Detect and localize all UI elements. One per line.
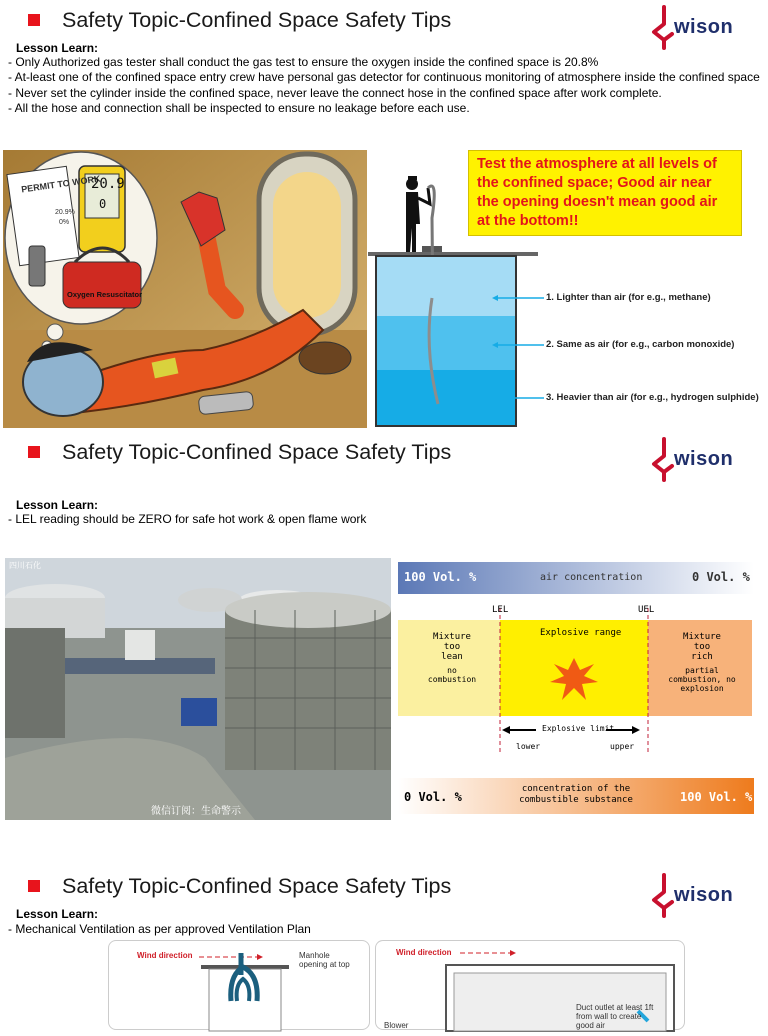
lesson-heading: Lesson Learn: <box>16 41 99 55</box>
photo-watermark-bottom: 微信订阅：生命警示 <box>151 806 241 817</box>
lesson-item: - At-least one of the confined space entry crew have personal gas detector for continuous monitoring of atmosphere inside the confined space <box>8 70 760 85</box>
lesson-item: - LEL reading should be ZERO for safe hot work & open flame work <box>8 512 367 526</box>
slide-3 <box>0 866 768 1030</box>
fuel-100-label: 100 Vol. % <box>680 790 753 804</box>
wind-direction-label: Wind direction <box>137 951 193 960</box>
slide-2 <box>0 432 768 822</box>
ventilation-diagram-duct <box>375 940 685 1030</box>
resuscitator-label: Oxygen Resuscitator <box>67 290 143 299</box>
slide-title: Safety Topic-Confined Space Safety Tips <box>62 874 452 898</box>
logo-word: wison <box>674 16 734 38</box>
manhole-label: Manhole opening at top <box>299 951 350 969</box>
atmosphere-warning-note: Test the atmosphere at all levels of the confined space; Good air near the opening doesn't mean good air at the bottom!! <box>468 150 742 236</box>
lesson-item: - Never set the cylinder inside the confined space, never leave the connect hose in the confined space after work complete. <box>8 85 662 100</box>
layer-label-1: 1. Lighter than air (for e.g., methane) <box>546 292 711 303</box>
fuel-0-label: 0 Vol. % <box>404 790 462 804</box>
too-lean-title: Mixture too lean <box>433 632 471 662</box>
slide-title: Safety Topic-Confined Space Safety Tips <box>62 8 452 32</box>
wison-logo <box>648 872 738 918</box>
permit-row: 20.9% <box>55 209 75 216</box>
title-bullet <box>28 14 40 26</box>
lower-label: lower <box>516 742 541 751</box>
wind-direction-label: Wind direction <box>396 948 452 957</box>
detector-lel-reading: 0 <box>99 197 107 211</box>
slide-1 <box>0 0 768 430</box>
too-rich-title: Mixture too rich <box>683 632 721 662</box>
storage-tank-photo <box>5 558 391 820</box>
confined-space-cartoon <box>3 150 367 428</box>
explosive-range-diagram <box>396 558 762 820</box>
air-concentration-label: air concentration <box>540 572 643 583</box>
detector-o2-reading: 20.9 <box>91 176 125 192</box>
ventilation-diagram-manhole <box>108 940 370 1030</box>
blower-label: Blower <box>384 1021 409 1030</box>
permit-title: PERMIT TO WORK <box>20 173 102 195</box>
photo-watermark-top: 四川石化 <box>9 561 41 570</box>
uel-label: UEL <box>638 605 655 615</box>
lesson-item: - All the hose and connection shall be inspected to ensure no leakage before each use. <box>8 101 470 116</box>
title-bullet <box>28 880 40 892</box>
air-0-label: 0 Vol. % <box>692 570 750 584</box>
logo-word: wison <box>674 448 734 470</box>
air-100-label: 100 Vol. % <box>404 570 477 584</box>
wison-logo <box>648 4 738 50</box>
logo-word: wison <box>674 884 734 906</box>
explosive-limit-label: Explosive limit <box>542 724 615 733</box>
wison-logo <box>648 436 738 482</box>
title-bullet <box>28 446 40 458</box>
lesson-list <box>8 55 760 117</box>
explosive-range-label: Explosive range <box>540 628 622 638</box>
duct-outlet-label: Duct outlet at least 1ft from wall to create good air <box>576 1003 654 1030</box>
layer-label-2: 2. Same as air (for e.g., carbon monoxide) <box>546 339 735 350</box>
slide-title: Safety Topic-Confined Space Safety Tips <box>62 440 452 464</box>
fuel-concentration-label: concentration of the combustible substance <box>519 784 633 805</box>
lesson-list <box>8 922 760 937</box>
lesson-item: - Mechanical Ventilation as per approved Ventilation Plan <box>8 922 311 936</box>
lesson-heading: Lesson Learn: <box>16 907 99 921</box>
lesson-list <box>8 512 760 527</box>
permit-row: 0% <box>59 219 70 226</box>
too-rich-note: partial combustion, no explosion <box>668 666 736 693</box>
lel-label: LEL <box>492 605 509 615</box>
lesson-item: - Only Authorized gas tester shall conduct the gas test to ensure the oxygen inside the confined space is 20.8% <box>8 55 599 69</box>
lesson-heading: Lesson Learn: <box>16 498 99 512</box>
upper-label: upper <box>610 742 635 751</box>
layer-label-3: 3. Heavier than air (for e.g., hydrogen sulphide) <box>546 392 759 403</box>
too-lean-note: no combustion <box>427 666 477 684</box>
